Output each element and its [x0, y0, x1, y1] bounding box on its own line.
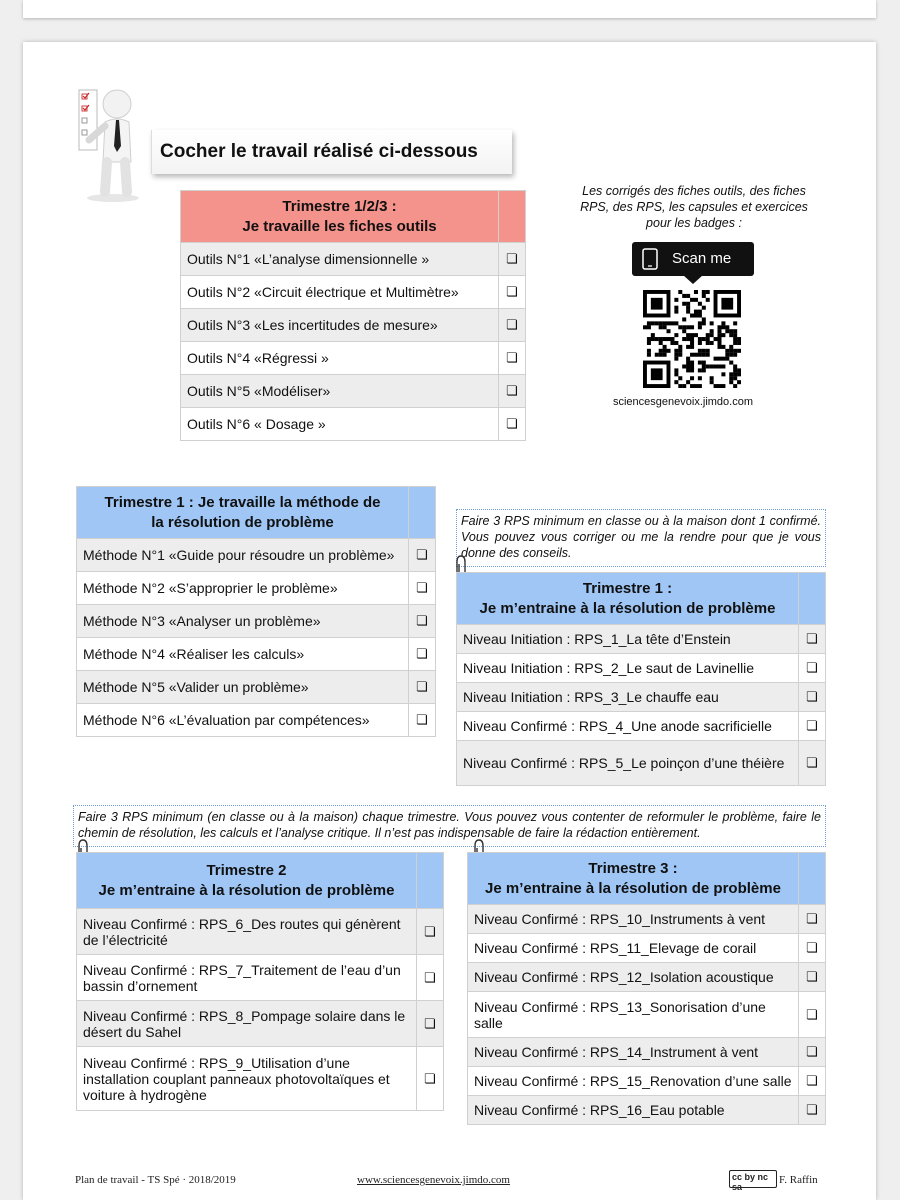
- methode-row: [77, 671, 436, 704]
- t2-row-label: Niveau Confirmé : RPS_6_Des routes qui génèrent de l’électricité: [77, 909, 417, 955]
- t2-row-label: Niveau Confirmé : RPS_9_Utilisation d’une installation couplant panneaux photovoltaïques et voiture à hydrogène: [77, 1047, 417, 1111]
- checkbox[interactable]: ❏: [499, 243, 526, 276]
- outils-row-label: Outils N°6 « Dosage »: [181, 408, 499, 441]
- t1-row-label: Niveau Initiation : RPS_3_Le chauffe eau: [457, 683, 799, 712]
- checkbox[interactable]: ❏: [799, 1067, 826, 1096]
- outils-table: [180, 190, 526, 441]
- outils-row: [181, 375, 526, 408]
- checkbox[interactable]: ❏: [799, 905, 826, 934]
- methode-row: [77, 572, 436, 605]
- outils-row: [181, 309, 526, 342]
- t2-row: [77, 955, 444, 1001]
- phone-icon: [642, 248, 658, 270]
- methode-row: [77, 605, 436, 638]
- t2-row: [77, 1047, 444, 1111]
- t3-row: [468, 1038, 826, 1067]
- qr-site-link[interactable]: sciencesgenevoix.jimdo.com: [612, 396, 753, 408]
- outils-row: [181, 276, 526, 309]
- outils-row-label: Outils N°2 «Circuit électrique et Multimètre»: [181, 276, 499, 309]
- methode-row: [77, 539, 436, 572]
- t3-row-label: Niveau Confirmé : RPS_13_Sonorisation d’une salle: [468, 992, 799, 1038]
- checkbox[interactable]: ❏: [409, 704, 436, 737]
- outils-row-label: Outils N°5 «Modéliser»: [181, 375, 499, 408]
- t1-row: [457, 683, 826, 712]
- checkbox[interactable]: ❏: [799, 683, 826, 712]
- outils-row-label: Outils N°3 «Les incertitudes de mesure»: [181, 309, 499, 342]
- t3-row: [468, 1096, 826, 1125]
- checkbox[interactable]: ❏: [417, 1047, 444, 1111]
- outils-row: [181, 342, 526, 375]
- qr-caption: Les corrigés des fiches outils, des fiches RPS, des RPS, les capsules et exercices pour les badges :: [580, 184, 808, 230]
- methode-row-label: Méthode N°5 «Valider un problème»: [77, 671, 409, 704]
- t3-row-label: Niveau Confirmé : RPS_10_Instruments à vent: [468, 905, 799, 934]
- t1-table: [456, 572, 826, 786]
- checkbox[interactable]: ❏: [409, 539, 436, 572]
- t2-row: [77, 1001, 444, 1047]
- note-t1: Faire 3 RPS minimum en classe ou à la maison dont 1 confirmé. Vous pouvez vous corriger ou me la rendre pour que je vous donne des conseils.: [456, 509, 826, 567]
- t2-header: Trimestre 2 Je m’entraine à la résolution de problème: [77, 853, 417, 909]
- t3-row: [468, 1067, 826, 1096]
- t3-row: [468, 934, 826, 963]
- methode-row-label: Méthode N°3 «Analyser un problème»: [77, 605, 409, 638]
- checkbox[interactable]: ❏: [409, 638, 436, 671]
- footer-author: F. Raffin: [779, 1174, 818, 1186]
- heading-banner: [151, 130, 512, 174]
- footer-site-link[interactable]: www.sciencesgenevoix.jimdo.com: [357, 1174, 510, 1186]
- t2-row-label: Niveau Confirmé : RPS_8_Pompage solaire dans le désert du Sahel: [77, 1001, 417, 1047]
- t1-row-label: Niveau Confirmé : RPS_4_Une anode sacrificielle: [457, 712, 799, 741]
- checkbox[interactable]: ❏: [409, 572, 436, 605]
- t3-row-label: Niveau Confirmé : RPS_16_Eau potable: [468, 1096, 799, 1125]
- heading-text: Cocher le travail réalisé ci-dessous: [160, 141, 478, 162]
- t3-row: [468, 963, 826, 992]
- checkbox[interactable]: ❏: [417, 1001, 444, 1047]
- t3-row-label: Niveau Confirmé : RPS_12_Isolation acoustique: [468, 963, 799, 992]
- t1-row: [457, 625, 826, 654]
- checkbox[interactable]: ❏: [799, 1038, 826, 1067]
- t3-row: [468, 905, 826, 934]
- checklist-figure-icon: [75, 86, 145, 204]
- checkbox[interactable]: ❏: [799, 654, 826, 683]
- document-page: [23, 42, 876, 1200]
- checkbox[interactable]: ❏: [409, 671, 436, 704]
- checkbox[interactable]: ❏: [499, 342, 526, 375]
- methode-table: [76, 486, 436, 737]
- cc-license-icon: cc by nc sa: [729, 1170, 777, 1188]
- t3-row-label: Niveau Confirmé : RPS_15_Renovation d’une salle: [468, 1067, 799, 1096]
- methode-row: [77, 638, 436, 671]
- methode-row: [77, 704, 436, 737]
- checkbox[interactable]: ❏: [409, 605, 436, 638]
- checkbox[interactable]: ❏: [499, 408, 526, 441]
- checkbox[interactable]: ❏: [799, 963, 826, 992]
- footer-left: Plan de travail - TS Spé · 2018/2019: [75, 1174, 236, 1186]
- t1-row: [457, 654, 826, 683]
- checkbox[interactable]: ❏: [799, 741, 826, 786]
- methode-header: Trimestre 1 : Je travaille la méthode de la résolution de problème: [77, 487, 409, 539]
- outils-row: [181, 243, 526, 276]
- t1-row-label: Niveau Initiation : RPS_2_Le saut de Lavinellie: [457, 654, 799, 683]
- checkbox[interactable]: ❏: [799, 1096, 826, 1125]
- outils-row: [181, 408, 526, 441]
- checkbox[interactable]: ❏: [799, 712, 826, 741]
- checkbox[interactable]: ❏: [499, 309, 526, 342]
- t1-row-label: Niveau Initiation : RPS_1_La tête d’Enstein: [457, 625, 799, 654]
- checkbox[interactable]: ❏: [499, 375, 526, 408]
- t1-header: Trimestre 1 : Je m’entraine à la résolution de problème: [457, 573, 799, 625]
- t3-table: [467, 852, 826, 1125]
- qr-code[interactable]: [643, 290, 741, 388]
- t3-row-label: Niveau Confirmé : RPS_14_Instrument à vent: [468, 1038, 799, 1067]
- t2-row-label: Niveau Confirmé : RPS_7_Traitement de l’eau d’un bassin d’ornement: [77, 955, 417, 1001]
- previous-page-edge: [23, 0, 876, 18]
- t3-row: [468, 992, 826, 1038]
- methode-row-label: Méthode N°6 «L’évaluation par compétences»: [77, 704, 409, 737]
- methode-row-label: Méthode N°1 «Guide pour résoudre un problème»: [77, 539, 409, 572]
- methode-row-label: Méthode N°2 «S’approprier le problème»: [77, 572, 409, 605]
- checkbox[interactable]: ❏: [417, 909, 444, 955]
- scan-me-badge: Scan me: [632, 242, 754, 276]
- note-t2-t3: Faire 3 RPS minimum (en classe ou à la maison) chaque trimestre. Vous pouvez vous contenter de reformuler le problème, faire le chemin de résolution, les calculs et l’analyse critique. Il n’est pas indispensable de faire la rédaction entièrement.: [73, 805, 826, 847]
- checkbox[interactable]: ❏: [499, 276, 526, 309]
- t2-row: [77, 909, 444, 955]
- t1-row: [457, 712, 826, 741]
- t3-row-label: Niveau Confirmé : RPS_11_Elevage de corail: [468, 934, 799, 963]
- outils-row-label: Outils N°4 «Régressi »: [181, 342, 499, 375]
- checkbox[interactable]: ❏: [799, 625, 826, 654]
- outils-row-label: Outils N°1 «L’analyse dimensionnelle »: [181, 243, 499, 276]
- methode-row-label: Méthode N°4 «Réaliser les calculs»: [77, 638, 409, 671]
- t3-header: Trimestre 3 : Je m’entraine à la résolution de problème: [468, 853, 799, 905]
- checkbox[interactable]: ❏: [799, 934, 826, 963]
- t2-table: [76, 852, 444, 1111]
- t1-row: [457, 741, 826, 786]
- t1-row-label: Niveau Confirmé : RPS_5_Le poinçon d’une théière: [457, 741, 799, 786]
- checkbox[interactable]: ❏: [417, 955, 444, 1001]
- outils-header: Trimestre 1/2/3 : Je travaille les fiches outils: [181, 191, 499, 243]
- checkbox[interactable]: ❏: [799, 992, 826, 1038]
